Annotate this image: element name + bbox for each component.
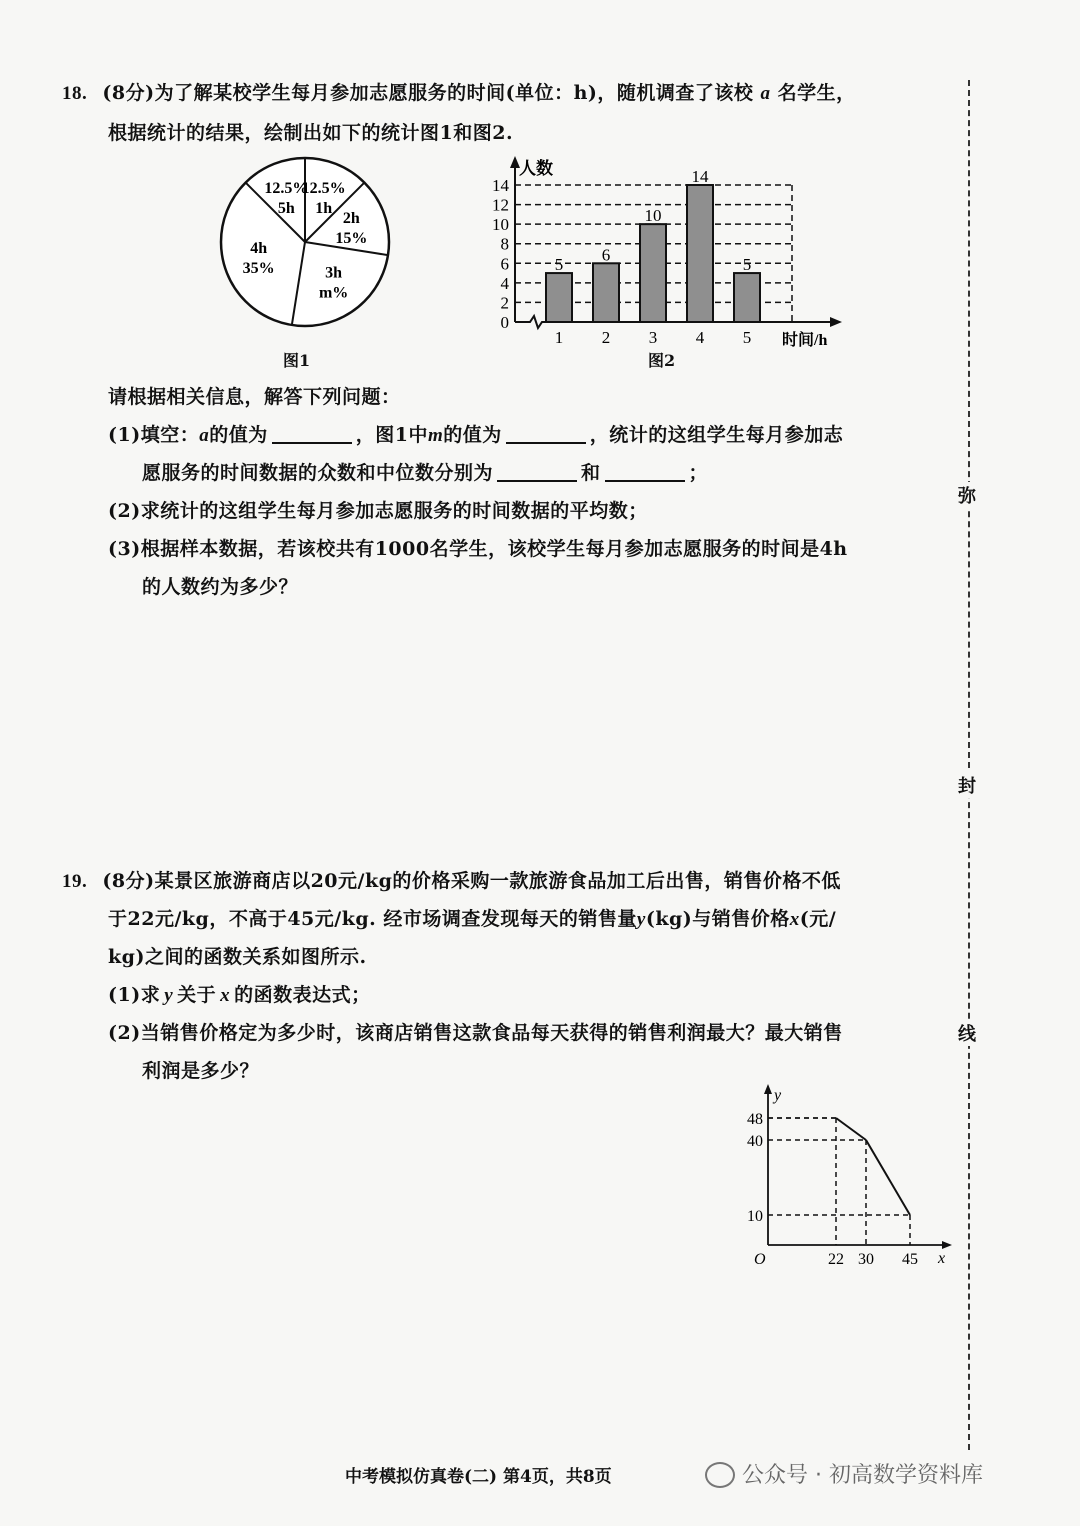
x-axis-arrow [830, 317, 842, 327]
segment-2 [866, 1140, 910, 1215]
bar-label-1: 5 [554, 255, 564, 275]
q18-p1-line2-b: 和 [581, 462, 601, 484]
q19-number: 19. [62, 871, 88, 892]
fig2-caption: 图2 [648, 351, 676, 370]
q19-line2-c: (元/ [799, 908, 837, 930]
fig1-caption: 图1 [283, 351, 311, 370]
y-tick-40: 40 [747, 1133, 763, 1150]
pie-slices [221, 158, 389, 326]
q18-p1-line2-a: 愿服务的时间数据的众数和中位数分别为 [142, 462, 494, 484]
q19-line1 [62, 866, 841, 893]
q18-number: 18. [62, 83, 88, 104]
binding-line [968, 80, 970, 1450]
q18-var-a: a [760, 83, 771, 104]
q19-line2 [108, 904, 836, 931]
q19-line1-text: (8分)某景区旅游商店以20元/kg的价格采购一款旅游食品加工后出售，销售价格不低 [102, 870, 841, 892]
pie-slice-label-4: 12.5% [264, 179, 309, 197]
bar-3 [640, 224, 666, 322]
q18-intro-end: 名学生， [777, 82, 856, 104]
y-tick-12: 12 [492, 195, 509, 215]
bar-label-5: 5 [742, 255, 752, 275]
page-footer: 中考模拟仿真卷(二) 第4页，共8页 [345, 1467, 612, 1487]
function-graph [730, 1080, 960, 1275]
y-tick-2: 2 [500, 293, 509, 313]
q18-line1 [62, 78, 856, 105]
origin-label: O [754, 1251, 766, 1268]
q18-p1-var-m: m [427, 425, 444, 446]
bar-4 [687, 185, 713, 322]
bar-5 [734, 273, 760, 322]
y-tick-14: 14 [492, 176, 509, 195]
y-axis-label: 人数 [519, 159, 553, 178]
bar-chart [480, 150, 850, 360]
blank-a[interactable] [272, 424, 352, 444]
y-tick-48: 48 [747, 1111, 763, 1128]
q19-p1-c: 的函数表达式； [234, 984, 371, 1006]
q19-part2-line1: (2)当销售价格定为多少时，该商店销售这款食品每天获得的销售利润最大？最大销售 [108, 1022, 843, 1044]
x-tick-22: 22 [828, 1251, 844, 1268]
blank-median[interactable] [605, 462, 685, 482]
bar-2 [593, 263, 619, 322]
q18-intro: (8分)为了解某校学生每月参加志愿服务的时间(单位：h)，随机调查了该校 [102, 82, 754, 104]
q18-p1-line2-c: ； [688, 462, 709, 484]
pie-slice-label-0: 12.5% [301, 179, 346, 197]
q19-line2-a: 于22元/kg，不高于45元/kg. 经市场调查发现每天的销售量 [108, 908, 637, 930]
bar-label-2: 6 [601, 245, 611, 265]
x-axis-label: x [938, 1250, 946, 1267]
q18-line2: 根据统计的结果，绘制出如下的统计图1和图2. [108, 122, 514, 144]
watermark: 公众号 · 初高数学资料库 [742, 1463, 983, 1488]
q18-p1-text-e: ，统计的这组学生每月参加志 [589, 424, 844, 446]
q19-p1-b: 关于 [177, 984, 217, 1006]
pie-slice-label-2: 3h [325, 264, 343, 282]
x-tick-4: 4 [695, 328, 705, 347]
blank-mode[interactable] [497, 462, 577, 482]
x-tick-30: 30 [858, 1251, 874, 1268]
pie-slice-pct-4: 5h [277, 199, 295, 217]
x-tick-5: 5 [742, 328, 752, 347]
y-tick-6: 6 [500, 254, 509, 274]
q18-p1-var-a: a [199, 425, 210, 446]
pie-chart [200, 150, 410, 340]
q18-p1-label: (1)填空： [108, 424, 200, 446]
q18-part1-line1 [108, 420, 843, 447]
y-axis-arrow [764, 1084, 772, 1094]
q19-line3: kg)之间的函数关系如图所示. [108, 946, 367, 968]
q18-p1-text-b: 的值为 [209, 424, 268, 446]
q19-p1-var-x: x [220, 985, 231, 1006]
side-mark-xian: 线 [958, 1020, 976, 1046]
q18-part3-line1: (3)根据样本数据，若该校共有1000名学生，该校学生每月参加志愿服务的时间是4h [108, 538, 848, 560]
y-tick-8: 8 [500, 234, 509, 254]
q18-part3-line2: 的人数约为多少？ [142, 576, 299, 598]
q19-var-x: x [789, 909, 800, 930]
blank-m[interactable] [506, 424, 586, 444]
pie-slice-pct-2: m% [318, 284, 349, 302]
side-mark-feng: 封 [958, 772, 976, 798]
x-axis-label: 时间/h [782, 332, 828, 349]
x-tick-3: 3 [648, 328, 658, 347]
q18-p1-text-c: ，图1中 [355, 424, 428, 446]
pie-slice-pct-3: 35% [242, 260, 275, 278]
pie-slice-pct-1: 15% [335, 229, 368, 247]
y-axis-label: y [774, 1087, 782, 1104]
y-tick-10: 10 [492, 215, 509, 235]
q18-part1-line2 [142, 458, 708, 485]
q19-part2-line2: 利润是多少？ [142, 1060, 260, 1082]
bar-label-3: 10 [644, 206, 662, 226]
pie-slice-pct-0: 1h [315, 199, 333, 217]
q19-p1-a: (1)求 [108, 984, 161, 1006]
pie-slice-label-1: 2h [342, 209, 360, 227]
q19-var-y: y [636, 909, 646, 930]
x-tick-1: 1 [554, 328, 564, 347]
q19-p1-var-y: y [164, 985, 174, 1006]
x-axis-arrow [942, 1241, 952, 1249]
q18-part2: (2)求统计的这组学生每月参加志愿服务的时间数据的平均数； [108, 500, 648, 522]
q19-part1 [108, 980, 371, 1007]
pie-slice-label-3: 4h [250, 240, 268, 258]
q18-prompt: 请根据相关信息，解答下列问题： [108, 386, 401, 408]
side-mark-mi: 弥 [958, 482, 976, 508]
y-tick-0: 0 [500, 313, 509, 332]
x-tick-45: 45 [902, 1251, 918, 1268]
segment-1 [836, 1118, 866, 1140]
q18-p1-text-d: 的值为 [443, 424, 502, 446]
bar-1 [546, 273, 572, 322]
y-tick-10: 10 [747, 1208, 763, 1225]
q19-line2-b: (kg)与销售价格 [645, 908, 790, 930]
bar-label-4: 14 [691, 167, 709, 186]
x-tick-2: 2 [601, 328, 611, 347]
y-tick-4: 4 [500, 273, 509, 293]
wechat-icon [705, 1462, 735, 1488]
